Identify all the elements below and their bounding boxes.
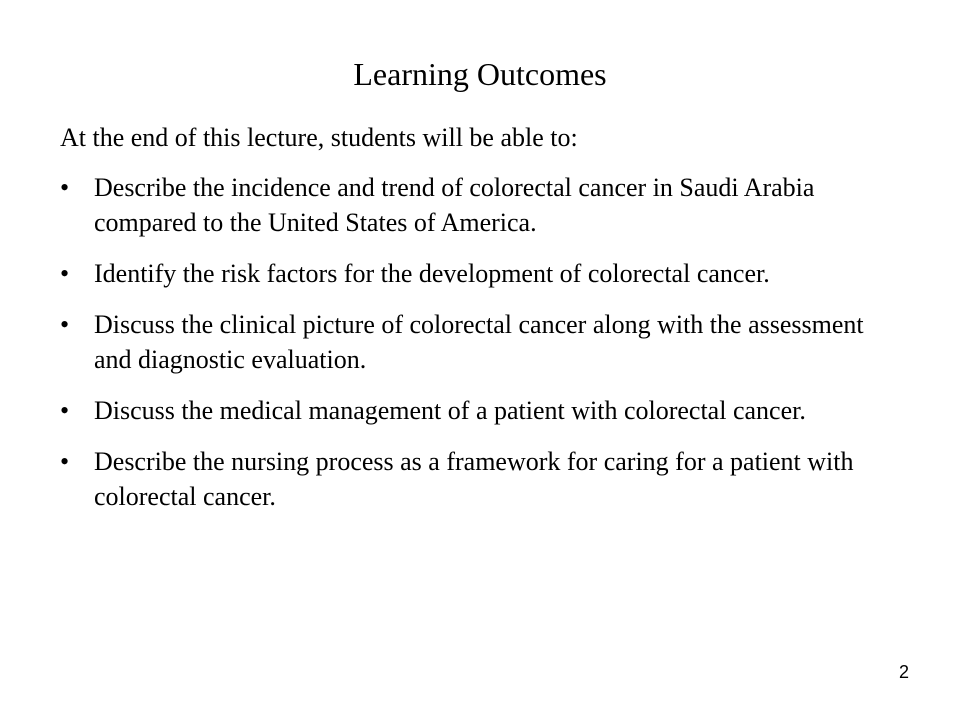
list-item bbox=[60, 256, 880, 291]
bullet-icon: • bbox=[60, 259, 70, 288]
learning-outcomes-list bbox=[60, 170, 880, 530]
page-number: 2 bbox=[898, 662, 909, 682]
list-item bbox=[60, 393, 880, 428]
outcome-text: Discuss the medical management of a patient with colorectal cancer. bbox=[94, 396, 806, 425]
slide-title: Learning Outcomes bbox=[353, 56, 607, 92]
bullet-icon: • bbox=[60, 310, 70, 339]
bullet-icon: • bbox=[60, 396, 70, 425]
outcome-text: Identify the risk factors for the development of colorectal cancer. bbox=[94, 259, 770, 288]
outcome-text: Describe the incidence and trend of colorectal cancer in Saudi Arabia compared to the United States of America. bbox=[94, 173, 815, 237]
list-item bbox=[60, 307, 880, 377]
outcome-text: Describe the nursing process as a framework for caring for a patient with colorectal cancer. bbox=[94, 447, 854, 511]
bullet-icon: • bbox=[60, 173, 70, 202]
intro-text: At the end of this lecture, students will be able to: bbox=[60, 123, 578, 152]
outcome-text: Discuss the clinical picture of colorectal cancer along with the assessment and diagnostic evaluation. bbox=[94, 310, 864, 374]
list-item bbox=[60, 170, 880, 240]
list-item bbox=[60, 444, 880, 514]
bullet-icon: • bbox=[60, 447, 70, 476]
